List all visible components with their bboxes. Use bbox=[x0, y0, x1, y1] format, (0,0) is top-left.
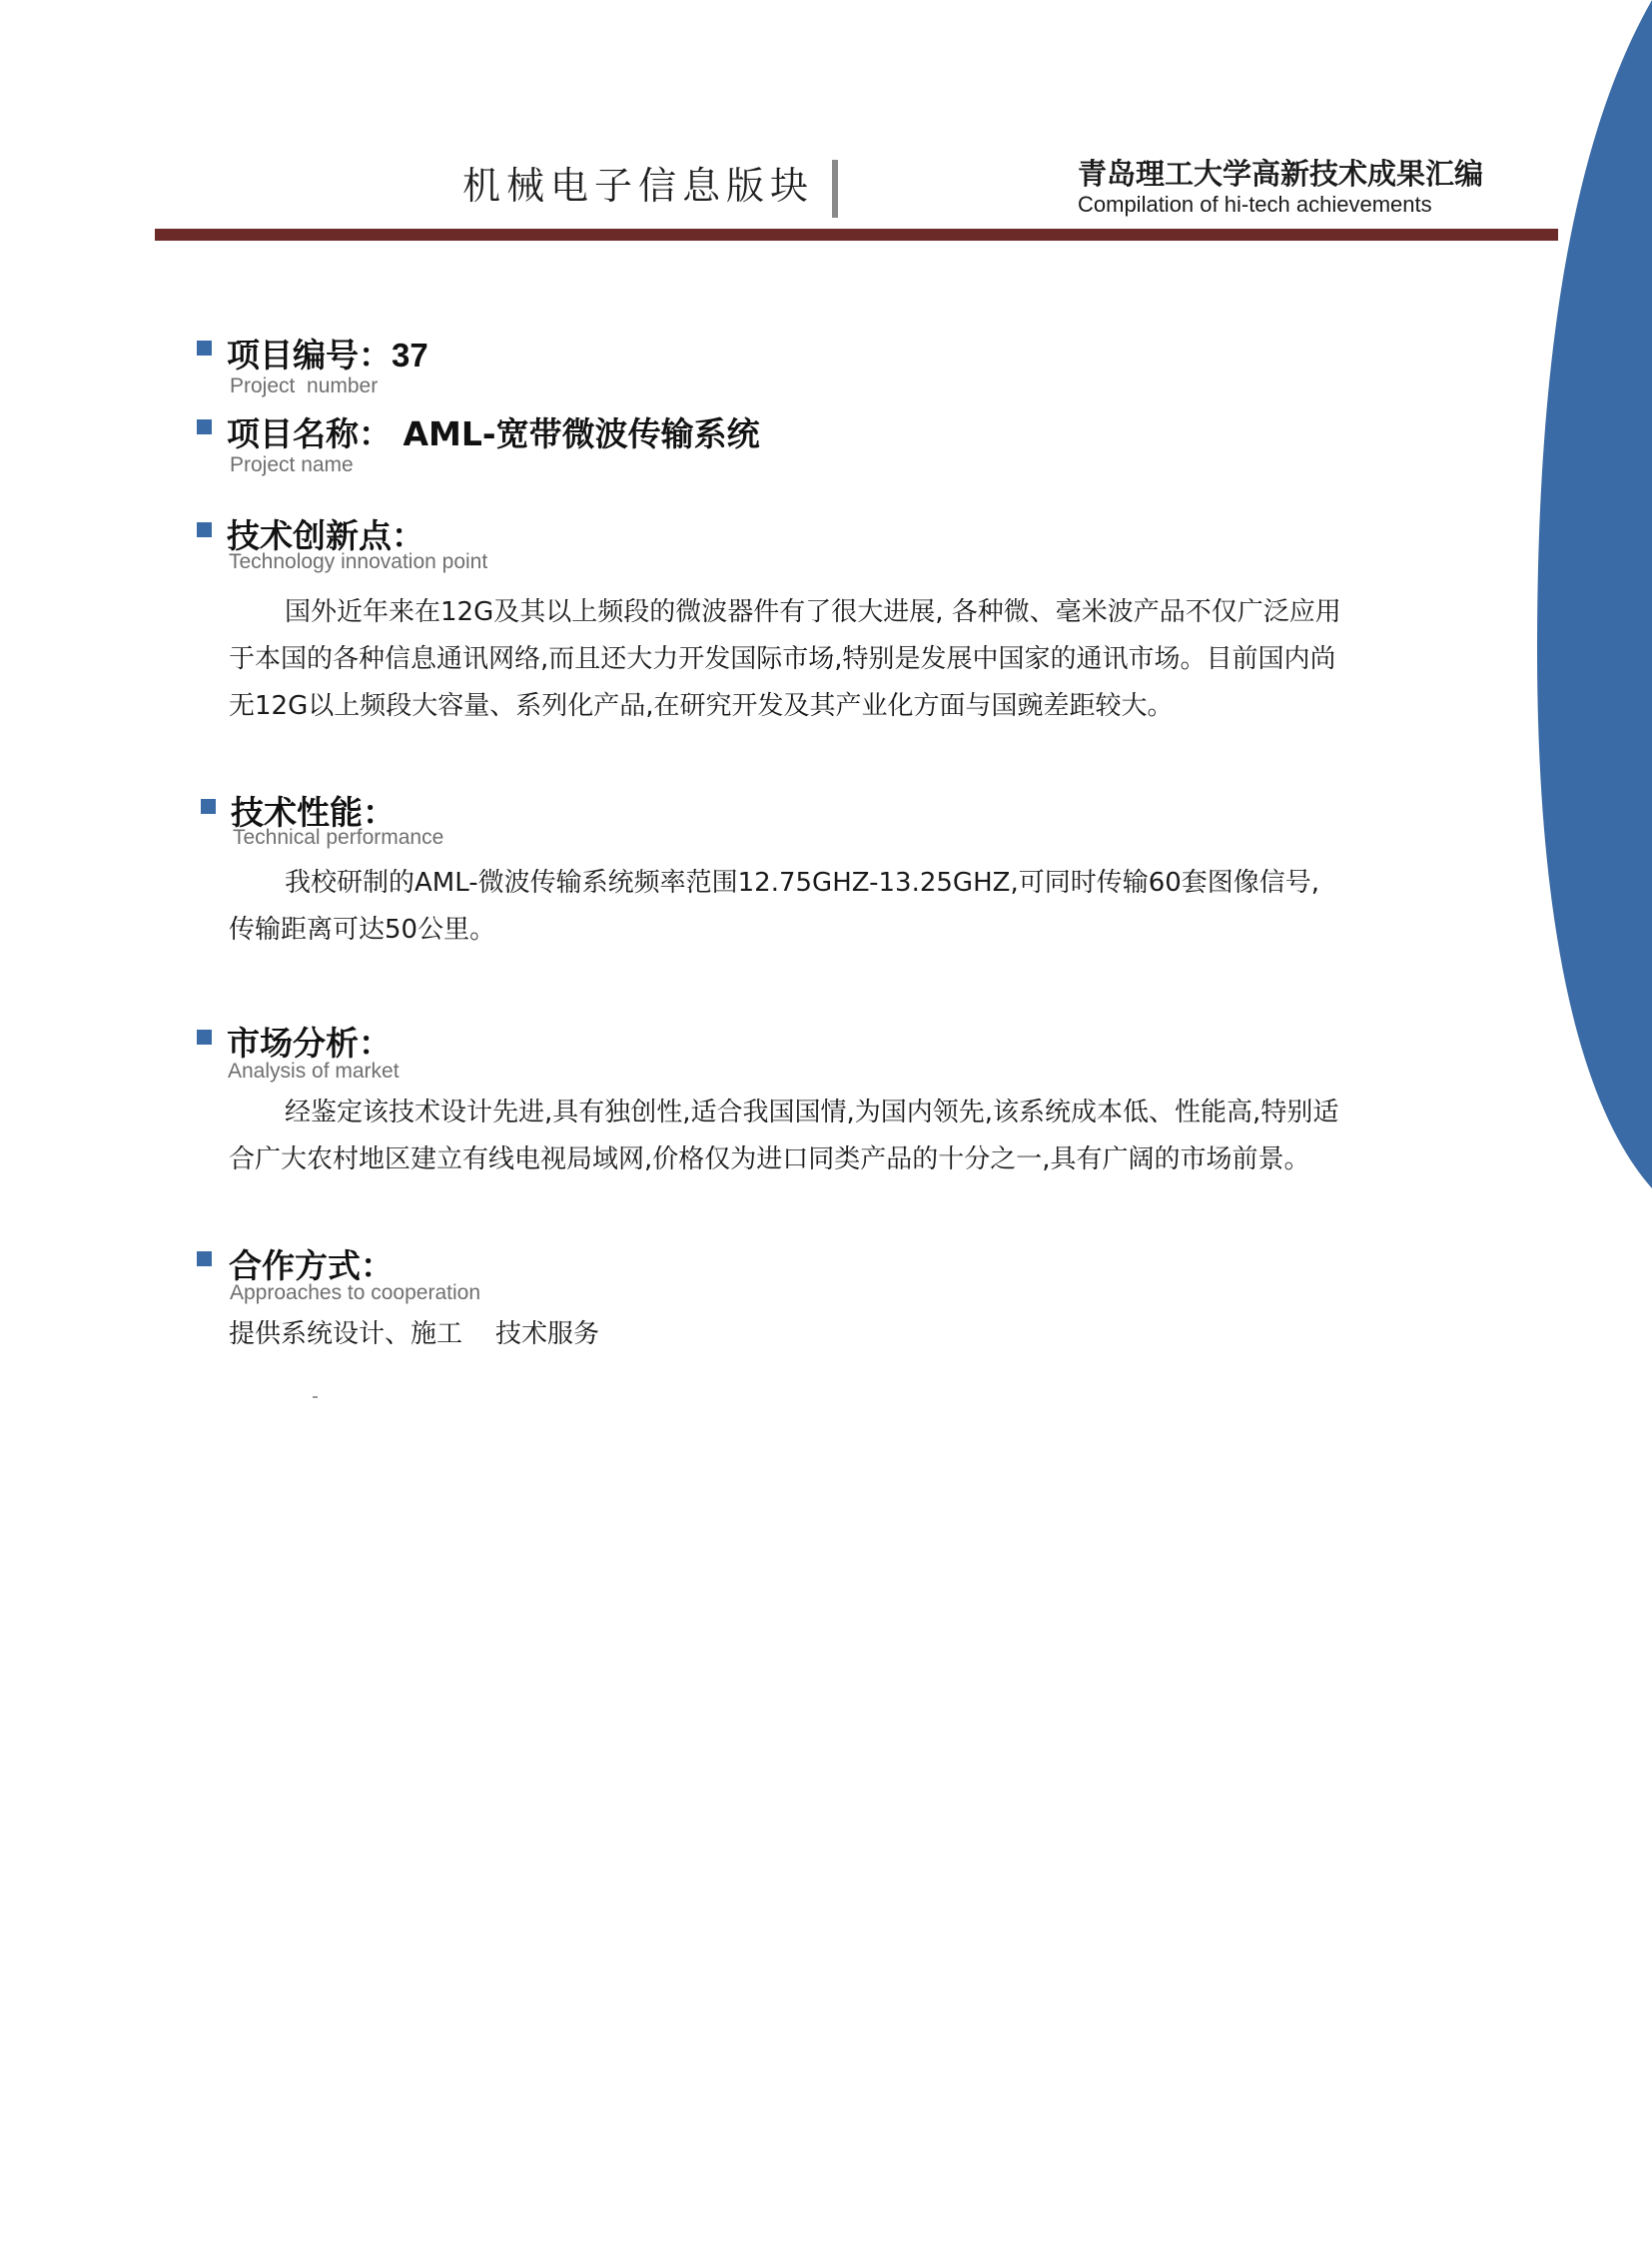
publication-title-en: Compilation of hi-tech achievements bbox=[1078, 192, 1432, 217]
project-name-heading bbox=[227, 408, 760, 455]
performance-line: 传输距离可达50公里。 bbox=[229, 915, 496, 945]
stray-mark bbox=[313, 1396, 318, 1398]
cooperation-subtitle: Approaches to cooperation bbox=[230, 1281, 481, 1304]
market-line: 合广大农村地区建立有线电视局域网,价格仅为进口同类产品的十分之一,具有广阔的市场前景。 bbox=[229, 1144, 1310, 1174]
performance-heading: 技术性能： bbox=[231, 793, 396, 832]
bullet-square bbox=[201, 799, 216, 814]
side-arc-shape bbox=[1537, 0, 1652, 1188]
section-title: 机械电子信息版块 bbox=[462, 164, 815, 208]
project-number-label: 项目编号： bbox=[227, 336, 392, 374]
innovation-line: 于本国的各种信息通讯网络,而且还大力开发国际市场,特别是发展中国家的通讯市场。目前国内尚 bbox=[229, 644, 1336, 674]
project-number-subtitle: Project number bbox=[230, 374, 379, 397]
market-body bbox=[229, 1090, 1427, 1183]
decorative-side-arc bbox=[1492, 0, 1652, 1188]
bullet-square bbox=[197, 1030, 212, 1045]
innovation-heading: 技术创新点： bbox=[227, 516, 424, 555]
market-line: 经鉴定该技术设计先进,具有独创性,适合我国国情,为国内领先,该系统成本低、性能高,特别适 bbox=[285, 1098, 1339, 1127]
project-name-subtitle: Project name bbox=[230, 453, 354, 476]
innovation-subtitle: Technology innovation point bbox=[229, 550, 488, 573]
market-heading: 市场分析： bbox=[227, 1024, 392, 1063]
project-number-heading bbox=[227, 330, 428, 376]
header-divider bbox=[832, 160, 838, 218]
innovation-line: 无12G以上频段大容量、系列化产品,在研究开发及其产业化方面与国豌差距较大。 bbox=[229, 691, 1174, 721]
performance-body bbox=[229, 860, 1427, 954]
publication-title-cn: 青岛理工大学高新技术成果汇编 bbox=[1078, 157, 1484, 191]
performance-subtitle: Technical performance bbox=[233, 826, 444, 849]
project-number-value: 37 bbox=[392, 337, 428, 374]
bullet-square bbox=[197, 341, 212, 356]
project-name-label: 项目名称： bbox=[227, 414, 392, 453]
innovation-body bbox=[229, 589, 1427, 730]
header-rule bbox=[155, 229, 1558, 241]
cooperation-heading: 合作方式： bbox=[229, 1246, 394, 1285]
market-subtitle: Analysis of market bbox=[228, 1060, 400, 1083]
bullet-square bbox=[197, 1251, 212, 1266]
bullet-square bbox=[197, 419, 212, 434]
cooperation-body: 提供系统设计、施工 技术服务 bbox=[229, 1319, 600, 1349]
bullet-square bbox=[197, 522, 212, 537]
project-name-value: AML-宽带微波传输系统 bbox=[403, 414, 760, 453]
performance-line: 我校研制的AML-微波传输系统频率范围12.75GHZ-13.25GHZ,可同时传输60套图像信号, bbox=[285, 868, 1320, 898]
innovation-line: 国外近年来在12G及其以上频段的微波器件有了很大进展, 各种微、毫米波产品不仅广泛应用 bbox=[285, 597, 1341, 627]
